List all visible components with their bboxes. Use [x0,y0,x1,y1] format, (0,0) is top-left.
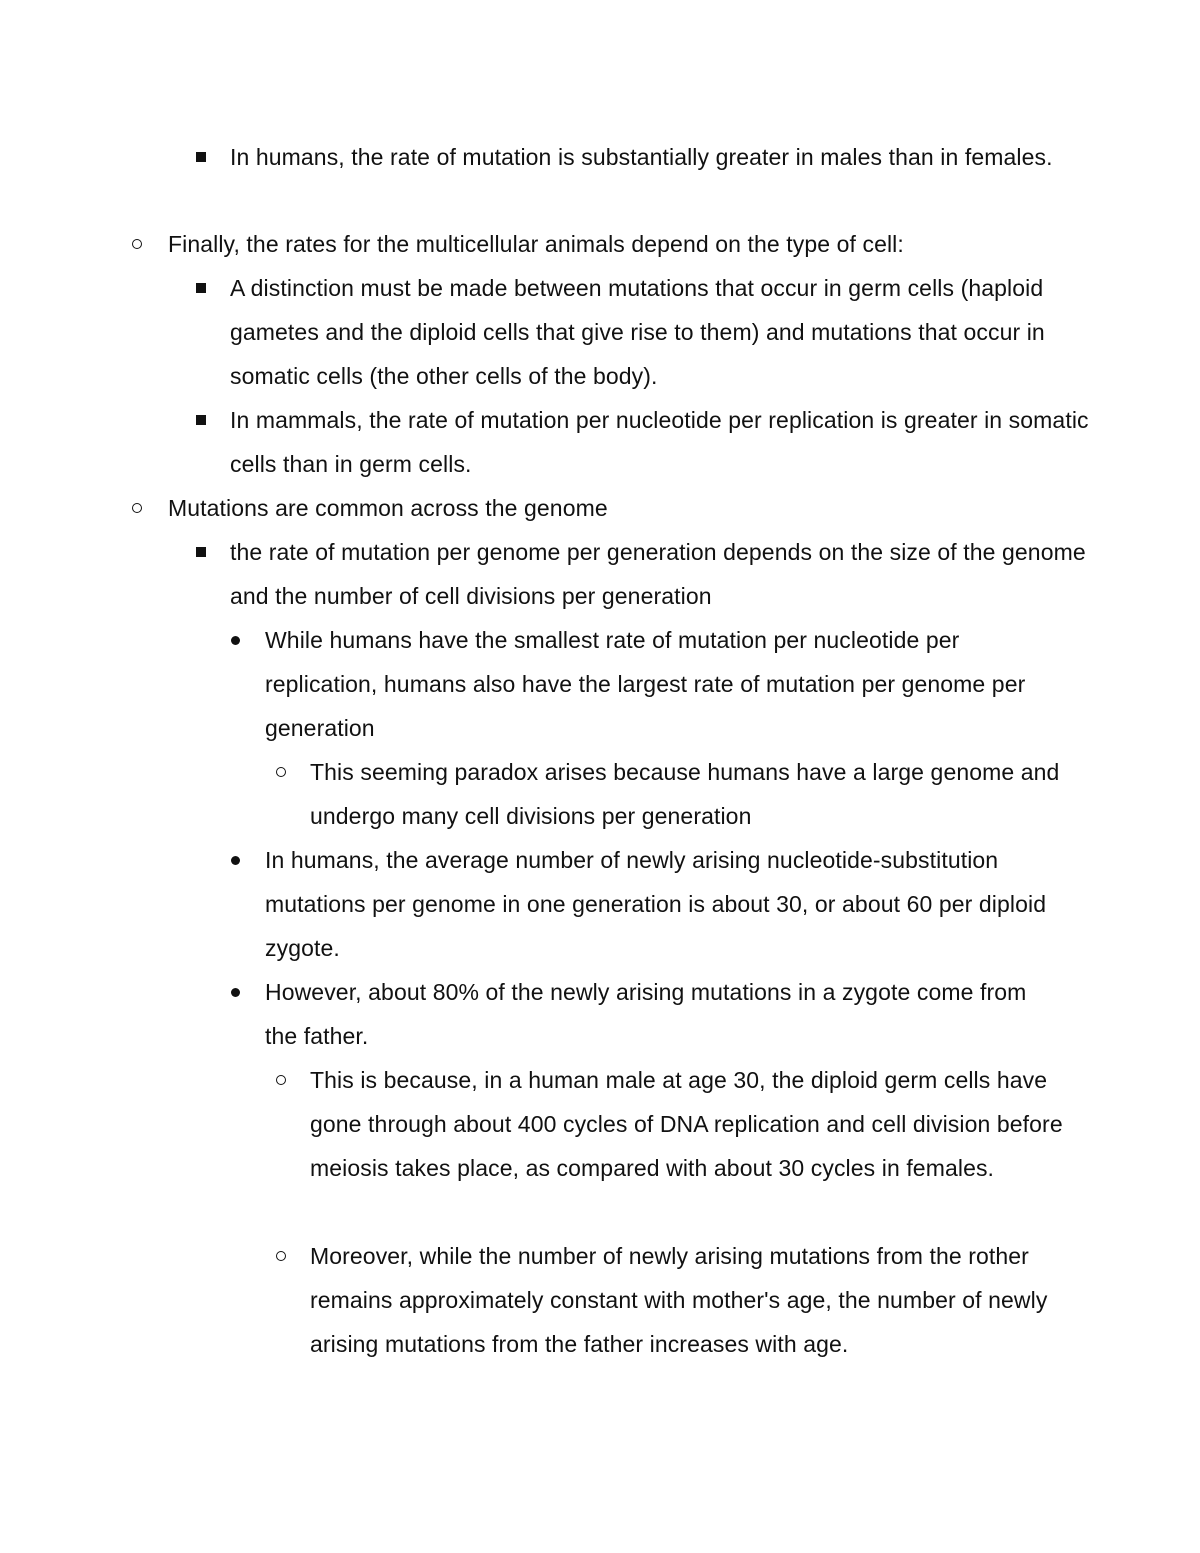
list-item-text: Mutations are common across the genome [168,495,608,521]
list-item [265,970,1065,1058]
hollow-circle-bullet-icon [276,1058,286,1102]
list-item-text: This is because, in a human male at age 30, the diploid germ cells have gone through about 400 cycles of DNA replication and cell division before meiosis takes place, as compared with about 30 cycles in females. [310,1067,1063,1181]
hollow-circle-bullet-icon [132,222,142,266]
list-item-text: In humans, the average number of newly arising nucleotide-substitution mutations per genome in one generation is about 30, or about 60 per diploid zygote. [265,847,1047,961]
list-item-text: In mammals, the rate of mutation per nucleotide per replication is greater in somatic cells than in germ cells. [230,407,1089,477]
list-item-text: This seeming paradox arises because humans have a large genome and undergo many cell divisions per generation [310,759,1060,829]
square-bullet-icon [196,135,206,179]
list-item-text: A distinction must be made between mutations that occur in germ cells (haploid gametes and the diploid cells that give rise to them) and mutations that occur in somatic cells (the other cells of the body). [230,275,1045,389]
list-item [168,486,1068,530]
square-bullet-icon [196,530,206,574]
list-item [265,838,1085,970]
list-item-text: Finally, the rates for the multicellular animals depend on the type of cell: [168,231,904,257]
list-item [310,1058,1070,1190]
filled-circle-bullet-icon [231,970,240,1014]
list-item [230,135,1060,179]
square-bullet-icon [196,266,206,310]
filled-circle-bullet-icon [231,618,240,662]
list-item-text: However, about 80% of the newly arising mutations in a zygote come from the father. [265,979,1027,1049]
hollow-circle-bullet-icon [276,750,286,794]
hollow-circle-bullet-icon [132,486,142,530]
list-item-text: Moreover, while the number of newly arising mutations from the rother remains approximately constant with mother's age, the number of newly arising mutations from the father increases with age. [310,1243,1048,1357]
filled-circle-bullet-icon [231,838,240,882]
list-item [230,530,1090,618]
square-bullet-icon [196,398,206,442]
list-item-text: In humans, the rate of mutation is substantially greater in males than in females. [230,144,1053,170]
list-item-text: While humans have the smallest rate of mutation per nucleotide per replication, humans also have the largest rate of mutation per genome per generation [265,627,1026,741]
list-item [265,618,1065,750]
list-item [230,398,1100,486]
list-item [310,1234,1110,1366]
list-item [168,222,1068,266]
list-item-text: the rate of mutation per genome per generation depends on the size of the genome and the number of cell divisions per generation [230,539,1086,609]
list-item [230,266,1100,398]
hollow-circle-bullet-icon [276,1234,286,1278]
list-item [310,750,1100,838]
